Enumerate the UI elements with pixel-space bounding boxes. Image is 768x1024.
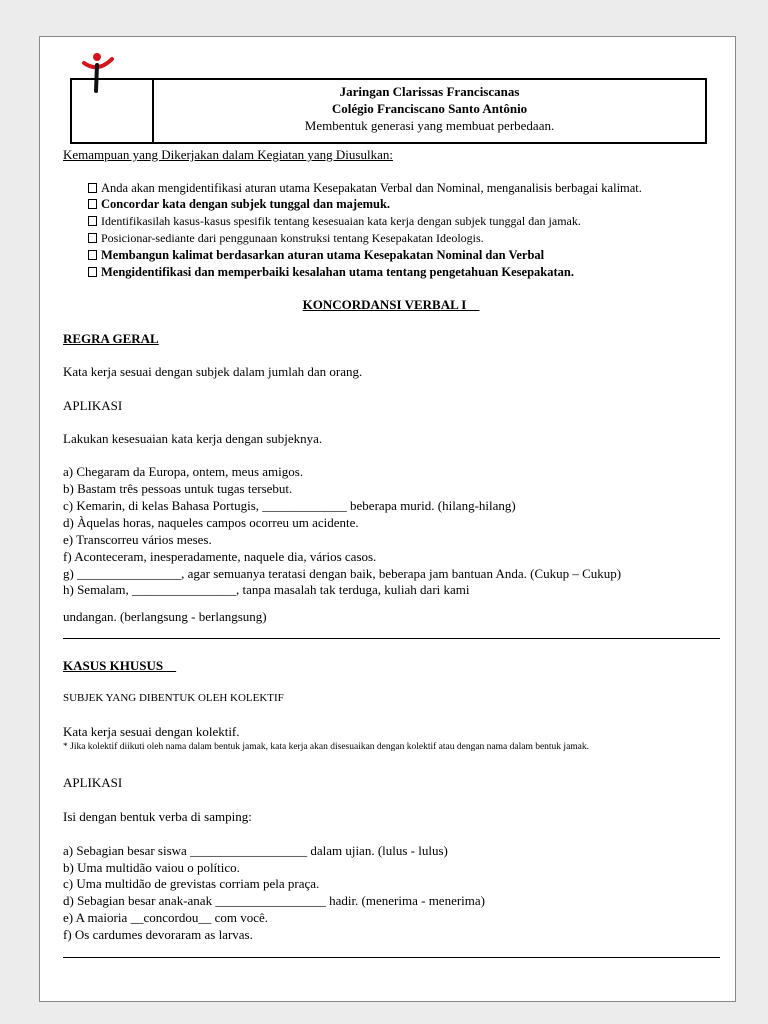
- checkbox-icon: [88, 267, 97, 277]
- exercise-item: d) Àquelas horas, naqueles campos ocorreu um acidente.: [63, 515, 359, 530]
- rule-text: Kata kerja sesuai dengan subjek dalam jumlah dan orang.: [63, 364, 363, 379]
- instruction-text-2: Isi dengan bentuk verba di samping:: [63, 809, 252, 824]
- application-heading: APLIKASI: [63, 398, 123, 413]
- exercise-item: a) Chegaram da Europa, ontem, meus amigos.: [63, 464, 304, 479]
- exercise-item: c) Uma multidão de grevistas corriam pela praça.: [63, 876, 320, 891]
- skill-item: Identifikasilah kasus-kasus spesifik tentang kesesuaian kata kerja dengan subjek tunggal dan jamak.: [88, 213, 581, 229]
- collective-note: * Jika kolektif diikuti oleh nama dalam bentuk jamak, kata kerja akan disesuaikan dengan kolektif atau dengan nama dalam bentuk jamak.: [63, 742, 590, 752]
- checkbox-icon: [88, 216, 97, 226]
- exercise-item: b) Uma multidão vaiou o político.: [63, 860, 240, 875]
- skill-item: Mengidentifikasi dan memperbaiki kesalahan utama tentang pengetahuan Kesepakatan.: [88, 264, 574, 280]
- section2-title: KASUS KHUSUS__: [63, 658, 177, 673]
- header-text-cell: [154, 80, 705, 145]
- section1-title: KONCORDANSI VERBAL I__: [302, 297, 480, 312]
- exercise-item: e) Transcorreu vários meses.: [63, 532, 212, 547]
- checkbox-icon: [88, 233, 97, 243]
- divider: [63, 638, 720, 639]
- checkbox-icon: [88, 199, 97, 209]
- skills-heading: Kemampuan yang Dikerjakan dalam Kegiatan yang Diusulkan:: [63, 147, 393, 162]
- school-name: Colégio Franciscano Santo Antônio: [331, 101, 528, 116]
- divider: [63, 957, 720, 958]
- exercise-item: g) ________________, agar semuanya teratasi dengan baik, beberapa jam bantuan Anda. (Cukup – Cukup): [63, 566, 622, 581]
- skill-item: Anda akan mengidentifikasi aturan utama Kesepakatan Verbal dan Nominal, menganalisis berbagai kalimat.: [88, 180, 642, 196]
- checkbox-icon: [88, 250, 97, 260]
- org-name: Jaringan Clarissas Franciscanas: [339, 84, 520, 99]
- exercise-item: e) A maioria __concordou__ com você.: [63, 910, 269, 925]
- exercise-item: f) Os cardumes devoraram as larvas.: [63, 927, 253, 942]
- exercise-item: c) Kemarin, di kelas Bahasa Portugis, _____________ beberapa murid. (hilang-hilang): [63, 498, 516, 513]
- exercise-item: h) Semalam, ________________, tanpa masalah tak terduga, kuliah dari kami: [63, 582, 470, 597]
- header-logo-cell: [72, 80, 154, 142]
- exercise-item: f) Aconteceram, inesperadamente, naquele dia, vários casos.: [63, 549, 377, 564]
- exercise-item: d) Sebagian besar anak-anak _________________ hadir. (menerima - menerima): [63, 893, 485, 908]
- section2-subtitle: SUBJEK YANG DIBENTUK OLEH KOLEKTIF: [63, 692, 284, 704]
- exercise-item: b) Bastam três pessoas untuk tugas tersebut.: [63, 481, 293, 496]
- motto: Membentuk generasi yang membuat perbedaan.: [304, 118, 555, 133]
- skill-item: Concordar kata dengan subjek tunggal dan majemuk.: [88, 196, 390, 212]
- skill-item: Membangun kalimat berdasarkan aturan utama Kesepakatan Nominal dan Verbal: [88, 247, 544, 263]
- skill-item: Posicionar-sediante dari penggunaan konstruksi tentang Kesepakatan Ideologis.: [88, 230, 484, 246]
- rule-heading: REGRA GERAL: [63, 331, 159, 346]
- instruction-text: Lakukan kesesuaian kata kerja dengan subjeknya.: [63, 431, 323, 446]
- exercise-item: undangan. (berlangsung - berlangsung): [63, 609, 267, 624]
- exercise-item: a) Sebagian besar siswa __________________ dalam ujian. (lulus - lulus): [63, 843, 448, 858]
- checkbox-icon: [88, 183, 97, 193]
- collective-rule-text: Kata kerja sesuai dengan kolektif.: [63, 724, 240, 739]
- header-table: [70, 78, 707, 144]
- application-heading-2: APLIKASI: [63, 775, 123, 790]
